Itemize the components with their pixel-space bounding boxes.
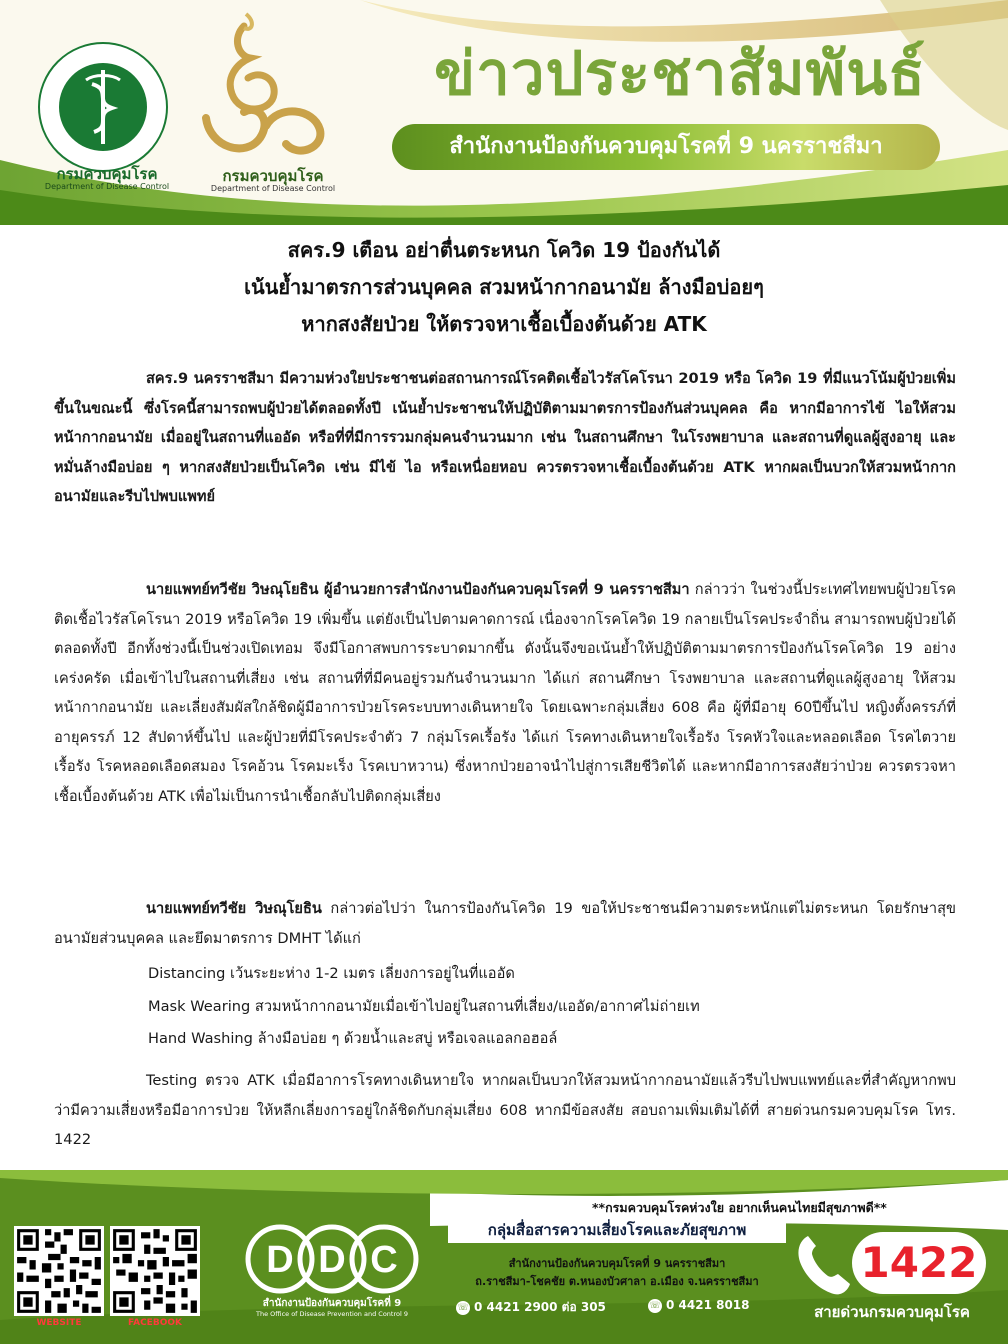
ddc-letter-c: C xyxy=(370,1239,398,1281)
hotline-number[interactable]: 1422 xyxy=(860,1238,978,1287)
footer-address-line-2: ถ.ราชสีมา-โชคชัย ต.หนองบัวศาลา อ.เมือง จ.นครราชสีมา xyxy=(475,1275,759,1288)
phone-icon: ☏ xyxy=(457,1302,469,1313)
director-statement-text: กล่าวว่า ในช่วงนี้ประเทศไทยพบผู้ป่วยโรคติดเชื้อไวรัสโคโรนา 2019 หรือโควิด 19 เพิ่มขึ้น แต่ยังเป็นไปตามคาดการณ์ เนื่องจากโรคโควิด 19 กลายเป็นโรคประจำถิ่น สามารถพบผู้ป่วยได้ตลอดทั้งปี อีกทั้งช่วงนี้เป็นช่วงเปิดเทอม จึงมีโอกาสพบการระบาดมากขึ้น ดังนั้นจึงขอเน้นย้ำให้ปฏิบัติตามมาตรการป้องกันโรคโควิด 19 อย่างเคร่งครัด เมื่อเข้าไปในสถานที่เสี่ยง เช่น สถานที่ที่มีคนอยู่รวมกันจำนวนมาก ได้แก่ สถานศึกษา โรงพยาบาล และสถานที่ดูแลผู้สูงอายุ ให้สวมหน้ากากอนามัย และเลี่ยงสัมผัสใกล้ชิดผู้มีอาการป่วยโรคระบบทางเดินหายใจ โดยเฉพาะกลุ่มเสี่ยง 608 คือ ผู้ที่มีอายุ 60ปีขึ้นไป หญิงตั้งครรภ์ที่อายุครรภ์ 12 สัปดาห์ขึ้นไป และผู้ป่วยที่มีโรคประจำตัว 7 กลุ่มโรคเรื้อรัง ได้แก่ โรคทางเดินหายใจเรื้อรัง โรคหัวใจและหลอดเลือด โรคไตวายเรื้อรัง โรคหลอดเลือดสมอง โรคอ้วน โรคมะเร็ง โรคเบาหวาน) ซึ่งหากป่วยอาจนำไปสู่การเสียชีวิตได้ และหากมีอาการสงสัยว่าป่วย ควรตรวจหาเชื้อเบื้องต้นด้วย ATK เพื่อไม่เป็นการนำเชื้อกลับไปติดกลุ่มเสี่ยง xyxy=(54,581,956,805)
news-headline xyxy=(60,232,948,343)
director-name-title: นายแพทย์ทวีชัย วิษณุโยธิน ผู้อำนวยการสำนักงานป้องกันควบคุมโรคที่ 9 นครราชสีมา xyxy=(146,581,690,598)
footer-address-line-1: สำนักงานป้องกันควบคุมโรคที่ 9 นครราชสีมา xyxy=(508,1257,726,1270)
footer-phone-1[interactable] xyxy=(456,1298,606,1317)
moph-seal-logo xyxy=(36,40,170,174)
ddc-dept-name-en: Department of Disease Control xyxy=(210,184,336,193)
ddc-caption-en: The Office of Disease Prevention and Control 9 xyxy=(256,1310,408,1318)
dmht-term: Hand Washing xyxy=(148,1030,253,1047)
hotline-caption: สายด่วนกรมควบคุมโรค xyxy=(814,1303,970,1321)
paragraph-intro-text: สคร.9 นครราชสีมา มีความห่วงใยประชาชนต่อสถานการณ์โรคติดเชื้อไวรัสโคโรนา 2019 หรือ โควิด 19 ที่มีแนวโน้มผู้ป่วยเพิ่มขึ้นในขณะนี้ ซึ่งโรคนี้สามารถพบผู้ป่วยได้ตลอดทั้งปี เน้นย้ำประชาชนให้ปฏิบัติตามมาตรการป้องกันส่วนบุคคล คือ หากมีอาการไข้ ไอให้สวมหน้ากากอนามัย เมื่ออยู่ในสถานที่แออัด หรือที่ที่มีการรวมกลุ่มคนจำนวนมาก เช่น ในสถานศึกษา ในโรงพยาบาล และสถานที่ดูแลผู้สูงอายุ และหมั่นล้างมือบ่อย ๆ หากสงสัยป่วยเป็นโควิด เช่น มีไข้ ไอ หรือเหนื่อยหอบ ควรตรวจหาเชื้อเบื้องต้นด้วย ATK หากผลเป็นบวกให้สวมหน้ากากอนามัยและรีบไปพบแพทย์ xyxy=(54,370,956,505)
dmht-item-distancing xyxy=(54,958,956,991)
website-qr-label: WEBSITE xyxy=(36,1318,82,1328)
header-title: ข่าวประชาสัมพันธ์ xyxy=(434,39,926,109)
director-name: นายแพทย์ทวีชัย วิษณุโยธิน xyxy=(146,900,322,917)
dmht-item-mask-wearing xyxy=(54,991,956,1024)
footer-phone-2-number: 0 4421 8018 xyxy=(666,1298,750,1312)
header-banner xyxy=(0,0,1008,225)
dmht-term-testing: Testing xyxy=(146,1072,198,1089)
dmht-item-hand-washing xyxy=(54,1023,956,1056)
footer-phone-1-number: 0 4421 2900 ต่อ 305 xyxy=(474,1300,606,1314)
dmht-desc: สวมหน้ากากอนามัยเมื่อเข้าไปอยู่ในสถานที่เสี่ยง/แออัด/อากาศไม่ถ่ายเท xyxy=(250,997,700,1015)
dmht-desc: ล้างมือบ่อย ๆ ด้วยน้ำและสบู่ หรือเจลแอลกอฮอล์ xyxy=(252,1030,558,1047)
headline-line-2: เน้นย้ำมาตรการส่วนบุคคล สวมหน้ากากอนามัย ล้างมือบ่อยๆ xyxy=(244,275,764,299)
hotline-phone-icon xyxy=(794,1232,854,1296)
footer-group-title: กลุ่มสื่อสารความเสี่ยงโรคและภัยสุขภาพ xyxy=(448,1217,786,1243)
moph-dept-name-en: Department of Disease Control xyxy=(44,182,170,191)
ddc-dept-name-th: กรมควบคุมโรค xyxy=(222,167,324,185)
moph-dept-name-th: กรมควบคุมโรค xyxy=(56,165,158,183)
dmht-term: Distancing xyxy=(148,965,226,982)
header-subtitle: สำนักงานป้องกันควบคุมโรคที่ 9 นครราชสีมา xyxy=(449,134,883,159)
dmht-desc: เว้นระยะห่าง 1-2 เมตร เลี่ยงการอยู่ในที่แออัด xyxy=(225,965,515,982)
ddc-logo xyxy=(244,1222,420,1296)
paragraph-intro xyxy=(54,364,956,512)
ddc-caption-th: สำนักงานป้องกันควบคุมโรคที่ 9 xyxy=(262,1298,402,1309)
dmht-intro-text: กล่าวต่อไปว่า ในการป้องกันโควิด 19 ขอให้ประชาชนมีความตระหนักแต่ไม่ตระหนก โดยรักษาสุขอนามัยส่วนบุคคล และยึดมาตรการ DMHT ได้แก่ xyxy=(54,900,956,947)
anniversary-emblem-logo xyxy=(186,8,336,168)
ddc-letter-d2: D xyxy=(318,1239,346,1281)
ddc-letter-d1: D xyxy=(266,1239,294,1281)
paragraph-director-statement xyxy=(54,575,956,811)
website-qr-code[interactable] xyxy=(14,1226,104,1316)
dmht-term: Mask Wearing xyxy=(148,997,251,1015)
paragraph-testing xyxy=(54,1066,956,1155)
dmht-list xyxy=(54,958,956,1056)
facebook-qr-label: FACEBOOK xyxy=(128,1318,182,1328)
paragraph-dmht-intro xyxy=(54,894,956,953)
phone-icon: ☏ xyxy=(649,1300,661,1311)
headline-line-3: หากสงสัยป่วย ให้ตรวจหาเชื้อเบื้องต้นด้วย ATK xyxy=(301,312,707,336)
testing-desc: ตรวจ ATK เมื่อมีอาการโรคทางเดินหายใจ หากผลเป็นบวกให้สวมหน้ากากอนามัยแล้วรีบไปพบแพทย์และที่สำคัญหากพบว่ามีความเสี่ยงหรือมีอาการป่วย ให้หลีกเลี่ยงการอยู่ใกล้ชิดกับกลุ่มเสี่ยง 608 หากมีข้อสงสัย สอบถามเพิ่มเติมได้ที่ สายด่วนกรมควบคุมโรค โทร. 1422 xyxy=(54,1072,956,1148)
facebook-qr-code[interactable] xyxy=(110,1226,200,1316)
footer-phone-2[interactable] xyxy=(648,1298,750,1313)
footer-slogan: **กรมควบคุมโรคห่วงใย อยากเห็นคนไทยมีสุขภาพดี** xyxy=(592,1200,887,1215)
headline-line-1: สคร.9 เตือน อย่าตื่นตระหนก โควิด 19 ป้องกันได้ xyxy=(287,238,721,262)
